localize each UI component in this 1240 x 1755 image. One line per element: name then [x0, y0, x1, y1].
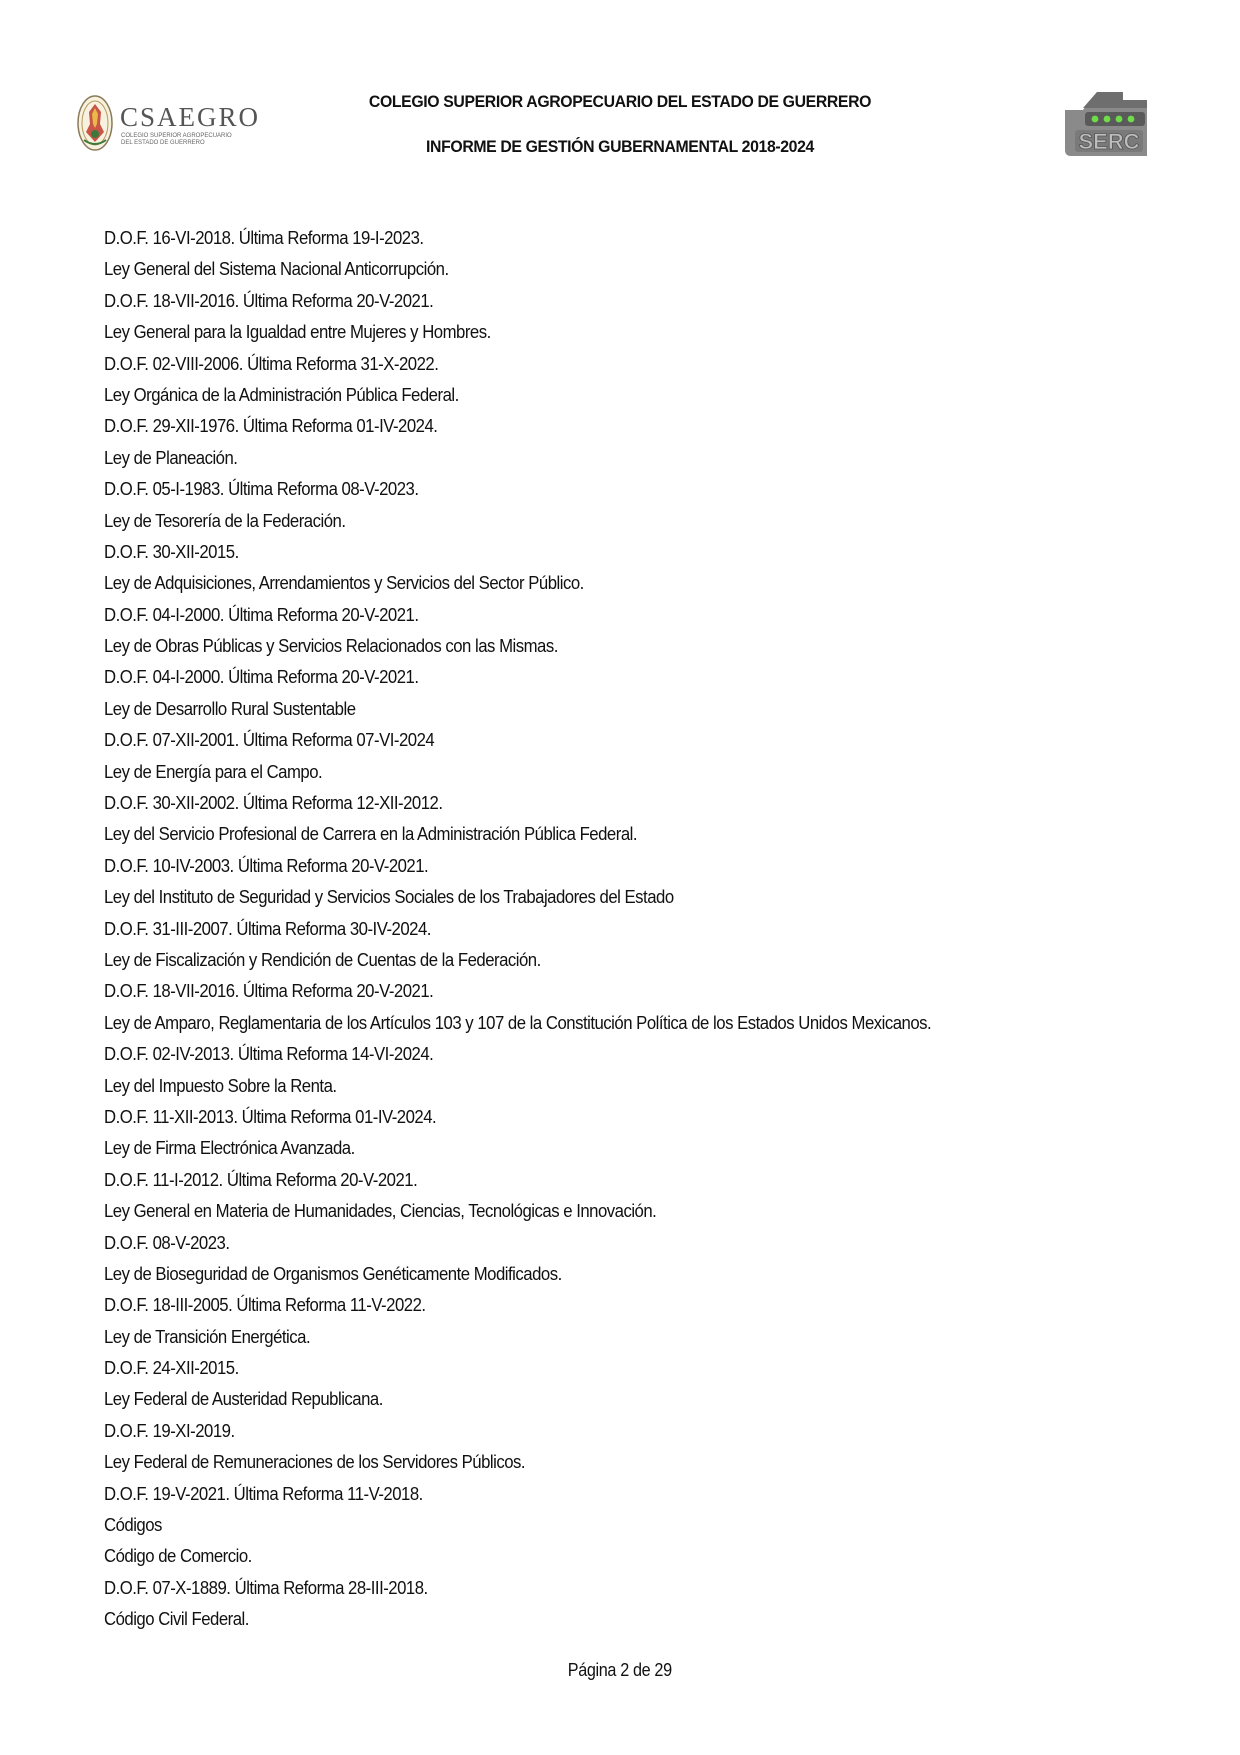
document-line: D.O.F. 11-XII-2013. Última Reforma 01-IV-2024.: [104, 1105, 437, 1127]
document-line: D.O.F. 02-IV-2013. Última Reforma 14-VI-2024.: [104, 1043, 434, 1065]
csaegro-name: CSAEGRO: [120, 102, 261, 132]
document-line: Ley General del Sistema Nacional Anticorrupción.: [104, 258, 449, 280]
document-line: Ley del Instituto de Seguridad y Servicios Sociales de los Trabajadores del Estado: [104, 886, 674, 908]
document-line: Ley General en Materia de Humanidades, Ciencias, Tecnológicas e Innovación.: [104, 1200, 657, 1222]
document-line: Ley de Amparo, Reglamentaria de los Artículos 103 y 107 de la Constitución Política de los Estados Unidos Mexicanos.: [104, 1011, 932, 1033]
csaegro-wordmark: [120, 102, 260, 152]
document-line: Ley de Tesorería de la Federación.: [104, 509, 346, 531]
document-line: Códigos: [104, 1514, 162, 1536]
document-line: D.O.F. 02-VIII-2006. Última Reforma 31-X-2022.: [104, 352, 439, 374]
document-line: Código de Comercio.: [104, 1545, 252, 1567]
led-2-icon: [1104, 116, 1111, 123]
document-line: D.O.F. 24-XII-2015.: [104, 1357, 239, 1379]
page-header: [0, 0, 1240, 170]
document-line: D.O.F. 19-XI-2019.: [104, 1419, 235, 1441]
csaegro-subtitle-line1: COLEGIO SUPERIOR AGROPECUARIO: [121, 133, 232, 139]
document-line: Ley de Transición Energética.: [104, 1325, 311, 1347]
document-body: [104, 222, 1164, 1635]
document-line: D.O.F. 29-XII-1976. Última Reforma 01-IV-2024.: [104, 415, 438, 437]
document-line: Ley del Servicio Profesional de Carrera en la Administración Pública Federal.: [104, 823, 638, 845]
document-line: D.O.F. 30-XII-2015.: [104, 540, 239, 562]
document-line: Ley de Bioseguridad de Organismos Genéticamente Modificados.: [104, 1262, 562, 1284]
document-line: Ley Orgánica de la Administración Pública Federal.: [104, 383, 459, 405]
institution-title: COLEGIO SUPERIOR AGROPECUARIO DEL ESTADO DE GUERRERO: [368, 92, 872, 111]
document-line: D.O.F. 07-X-1889. Última Reforma 28-III-2018.: [104, 1576, 428, 1598]
report-title: INFORME DE GESTIÓN GUBERNAMENTAL 2018-2024: [426, 137, 814, 156]
document-line: D.O.F. 31-III-2007. Última Reforma 30-IV-2024.: [104, 917, 431, 939]
document-line: Ley de Fiscalización y Rendición de Cuentas de la Federación.: [104, 948, 541, 970]
document-line: D.O.F. 10-IV-2003. Última Reforma 20-V-2021.: [104, 854, 429, 876]
csaegro-subtitle: [121, 133, 232, 147]
document-line: D.O.F. 08-V-2023.: [104, 1231, 230, 1253]
document-line: Ley de Desarrollo Rural Sustentable: [104, 697, 356, 719]
document-line: D.O.F. 16-VI-2018. Última Reforma 19-I-2023.: [104, 227, 424, 248]
document-line: Ley de Planeación.: [104, 446, 238, 468]
page-footer: [0, 1660, 1240, 1681]
document-line: D.O.F. 18-III-2005. Última Reforma 11-V-2022.: [104, 1294, 426, 1316]
led-1-icon: [1092, 116, 1099, 123]
document-line: Código Civil Federal.: [104, 1608, 249, 1630]
document-line: D.O.F. 04-I-2000. Última Reforma 20-V-2021.: [104, 666, 419, 688]
state-seal-icon: [76, 94, 114, 152]
led-3-icon: [1116, 116, 1123, 123]
document-line: Ley del Impuesto Sobre la Renta.: [104, 1074, 337, 1096]
led-4-icon: [1128, 116, 1135, 123]
page-number: Página 2 de 29: [568, 1660, 672, 1680]
document-line: D.O.F. 04-I-2000. Última Reforma 20-V-2021.: [104, 603, 419, 625]
serc-wordmark: SERC: [1078, 129, 1140, 154]
document-line: Ley Federal de Remuneraciones de los Servidores Públicos.: [104, 1451, 526, 1473]
document-line: Ley de Energía para el Campo.: [104, 760, 323, 782]
serc-logo: [1063, 90, 1149, 158]
document-line: D.O.F. 05-I-1983. Última Reforma 08-V-2023.: [104, 478, 419, 500]
document-line: D.O.F. 18-VII-2016. Última Reforma 20-V-2021.: [104, 980, 434, 1002]
document-line: Ley General para la Igualdad entre Mujeres y Hombres.: [104, 321, 491, 343]
document-line: Ley de Obras Públicas y Servicios Relacionados con las Mismas.: [104, 635, 558, 657]
document-line: D.O.F. 19-V-2021. Última Reforma 11-V-2018.: [104, 1482, 423, 1504]
document-line: Ley de Adquisiciones, Arrendamientos y Servicios del Sector Público.: [104, 572, 584, 594]
csaegro-subtitle-line2: DEL ESTADO DE GUERRERO: [121, 140, 205, 146]
document-line: Ley de Firma Electrónica Avanzada.: [104, 1137, 355, 1159]
csaegro-logo: [76, 94, 261, 154]
document-line: D.O.F. 18-VII-2016. Última Reforma 20-V-2021.: [104, 289, 434, 311]
document-line: Ley Federal de Austeridad Republicana.: [104, 1388, 383, 1410]
document-line: D.O.F. 30-XII-2002. Última Reforma 12-XII-2012.: [104, 792, 443, 814]
document-line: D.O.F. 07-XII-2001. Última Reforma 07-VI-2024: [104, 729, 435, 751]
document-line: D.O.F. 11-I-2012. Última Reforma 20-V-2021.: [104, 1168, 418, 1190]
